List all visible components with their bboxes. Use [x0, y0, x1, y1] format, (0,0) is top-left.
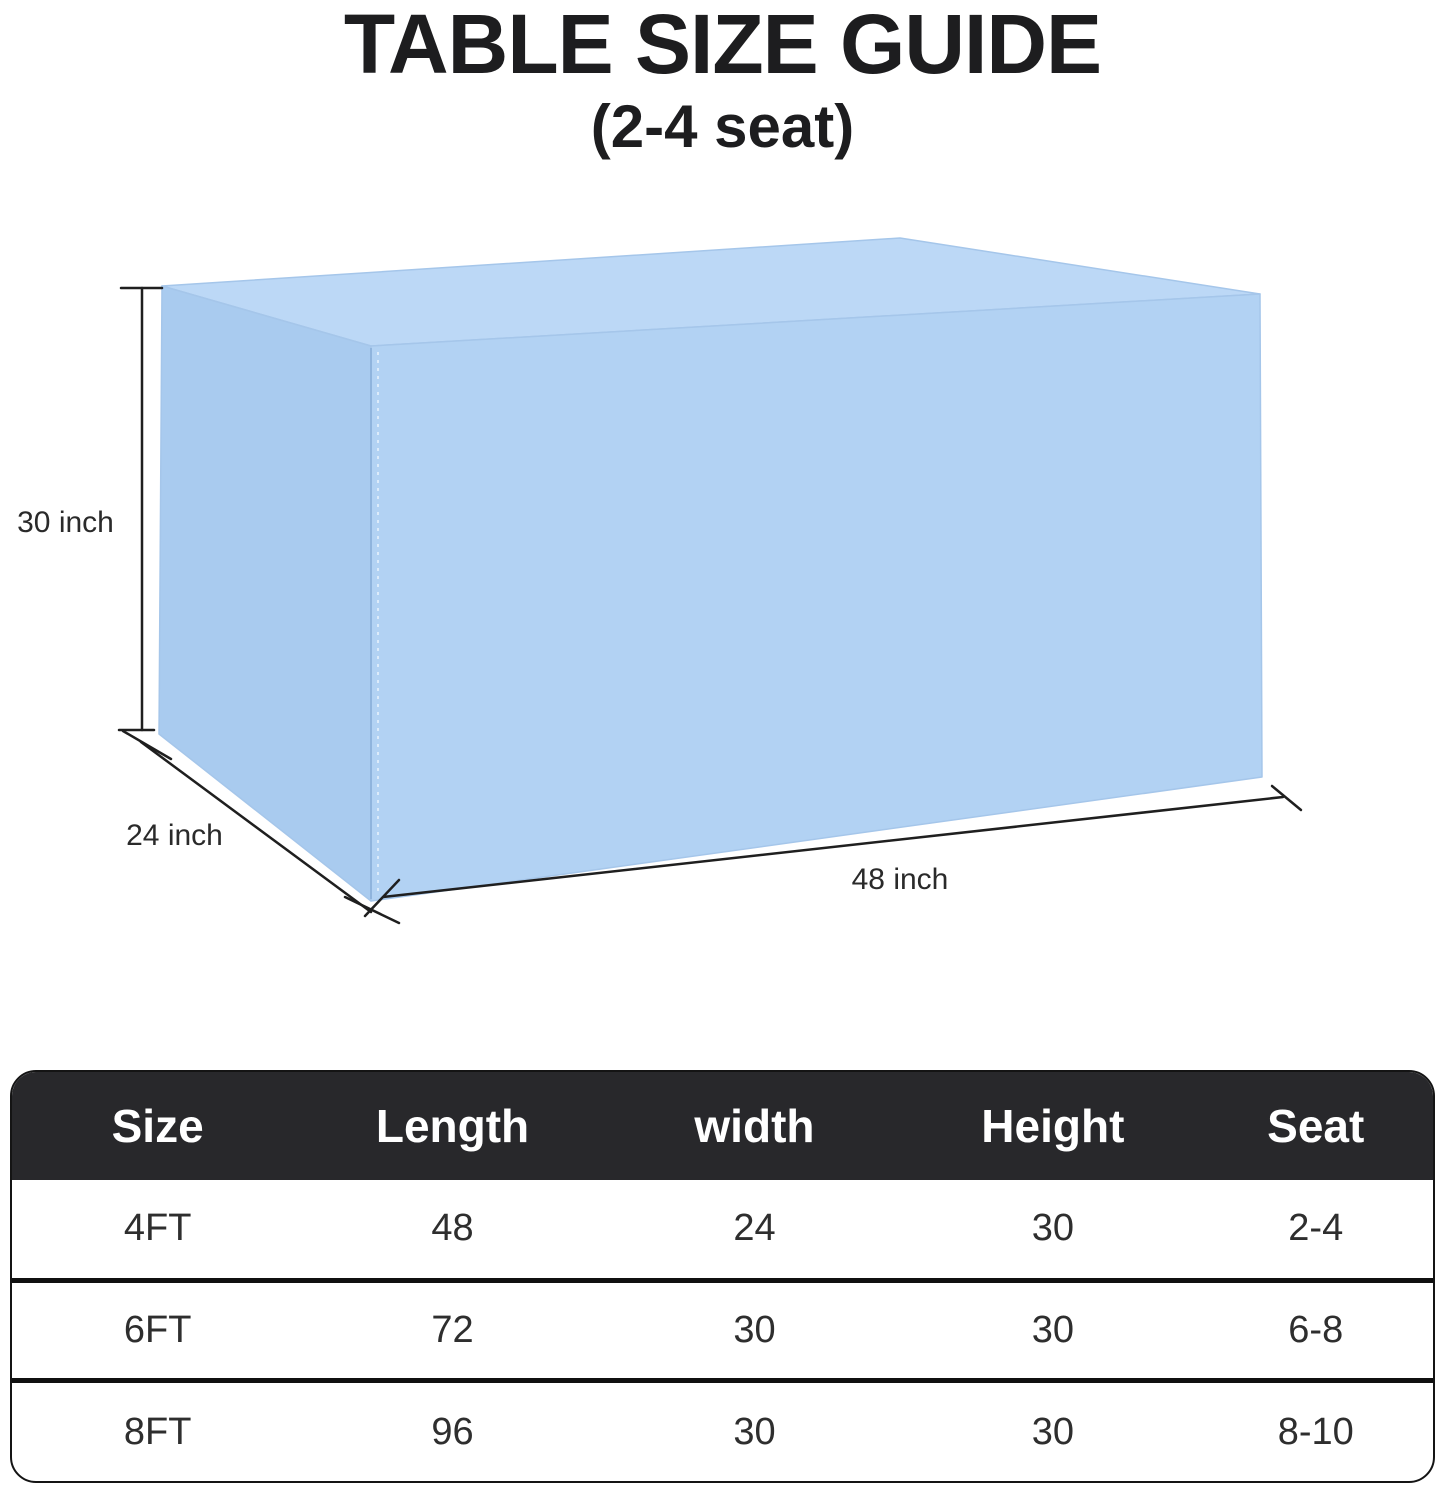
table-cell: 96 [303, 1381, 601, 1481]
height-dimension-label: 30 inch [17, 506, 114, 539]
table-cell: 4FT [123, 1207, 192, 1250]
table-cell: 6-8 [1199, 1280, 1434, 1380]
page-title: TABLE SIZE GUIDE [343, 0, 1102, 91]
size-table-header-row [12, 1072, 1433, 1180]
table-cover-box [159, 238, 1262, 901]
table-cell: 8FT [12, 1381, 303, 1481]
header-cell-height: Height [907, 1072, 1198, 1180]
table-cell: 30 [907, 1280, 1198, 1380]
table-cell: 72 [303, 1280, 601, 1380]
length-dimension-label: 48 inch [851, 863, 949, 896]
header-cell-length: Length [303, 1072, 601, 1180]
table-cell: 2-4 [1288, 1207, 1344, 1250]
table-cell: 30 [1031, 1207, 1074, 1250]
page-subtitle: (2-4 seat) [590, 93, 855, 160]
height-dimension-line [119, 288, 162, 730]
table-cell: 30 [602, 1280, 908, 1380]
table-row-6ft [12, 1280, 1433, 1380]
table-cell: 6FT [12, 1280, 303, 1380]
table-cell: 30 [907, 1381, 1198, 1481]
table-row-8ft [12, 1381, 1433, 1481]
depth-dimension-label: 24 inch [126, 819, 223, 852]
table-cell: 30 [602, 1381, 908, 1481]
table-cell: 8-10 [1199, 1381, 1434, 1481]
header-cell-seat: Seat [1199, 1072, 1434, 1180]
table-cell: 24 [733, 1207, 776, 1250]
size-table [10, 1070, 1435, 1483]
cover-front-face [371, 294, 1262, 901]
table-cell: 48 [431, 1207, 474, 1250]
header-cell-width: width [602, 1072, 908, 1180]
table-row-4ft [12, 1180, 1433, 1280]
cover-left-face [159, 286, 371, 901]
header-cell-size: Size [12, 1072, 303, 1180]
